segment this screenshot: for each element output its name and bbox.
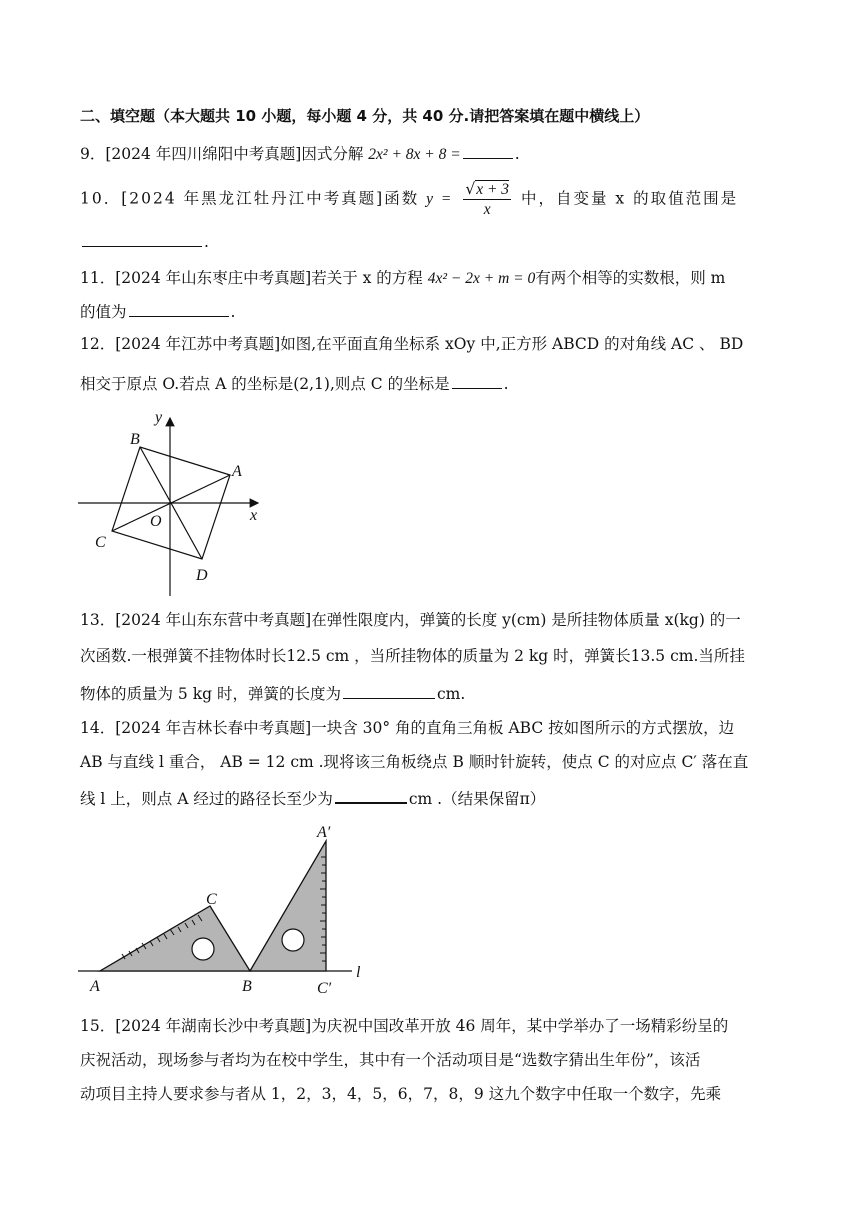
label-x: x <box>250 507 258 524</box>
question-14-line3 <box>80 786 545 809</box>
q13-line3a: 物体的质量为 5 kg 时，弹簧的长度为 <box>80 685 341 703</box>
q14-line3a: 线 l 上，则点 A 经过的路径长至少为 <box>80 790 333 808</box>
q11-text3: 的值为 <box>80 303 127 321</box>
answer-blank-14[interactable] <box>335 786 407 804</box>
q9-number: 9． <box>80 145 106 163</box>
q11-text2: 有两个相等的实数根，则 m <box>535 269 726 287</box>
q14-line2: AB 与直线 l 重合， AB = 12 cm .现将该三角板绕点 B 顺时针旋转，使点 C 的对应点 C′ 落在直 <box>80 753 749 771</box>
q9-source: [2024 年四川绵阳中考真题] <box>105 145 302 163</box>
q14-number: 14． <box>80 719 116 737</box>
question-10 <box>80 180 738 219</box>
q15-source: [2024 年湖南长沙中考真题] <box>115 1017 312 1035</box>
q12-number: 12． <box>80 335 116 353</box>
label-a-prime: A′ <box>317 824 331 841</box>
q12-coord: (2,1) <box>293 375 330 393</box>
question-9: 9．[2024 年四川绵阳中考真题]因式分解 2x² + 8x + 8 = . <box>80 142 520 165</box>
q9-expression: 2x² + 8x + 8 = <box>368 146 461 163</box>
label-l: l <box>356 964 361 981</box>
q11-text1: 若关于 x 的方程 <box>311 269 423 287</box>
answer-blank-11[interactable] <box>129 300 229 317</box>
question-15 <box>80 1016 728 1036</box>
q14-line3b: cm .（结果保留π） <box>408 790 546 808</box>
triangle-abc <box>100 906 250 971</box>
q13-number: 13． <box>80 611 116 629</box>
answer-blank-13[interactable] <box>343 682 435 699</box>
q13-line1: 在弹性限度内，弹簧的长度 y(cm) 是所挂物体质量 x(kg) 的一 <box>311 611 741 629</box>
q9-text: 因式分解 <box>301 145 364 163</box>
question-12 <box>80 334 743 354</box>
answer-blank-9[interactable] <box>463 142 513 159</box>
q10-after: 中，自变量 x 的取值范围是 <box>520 189 739 208</box>
label-o: O <box>150 513 162 530</box>
question-15-line3 <box>80 1084 721 1104</box>
label-c: C <box>95 534 106 551</box>
figure-coordinate-square <box>70 400 290 605</box>
q10-numerator: √x + 3 <box>465 180 510 198</box>
label-a: A <box>232 463 242 480</box>
question-14 <box>80 718 734 738</box>
q12-text3: ,则点 C 的坐标是 <box>329 375 450 393</box>
q10-fraction <box>463 180 511 219</box>
figure-triangle-rotation <box>70 815 380 1000</box>
question-13-line2 <box>80 646 745 666</box>
label-b: B <box>242 978 252 995</box>
q10-source: [2024 年黑龙江牡丹江中考真题] <box>121 189 385 208</box>
q12-text1: 如图,在平面直角坐标系 xOy 中,正方形 ABCD 的对角线 AC 、 BD <box>280 335 744 353</box>
q15-line2: 庆祝活动，现场参与者均为在校中学生，其中有一个活动项目是“选数字猜出生年份”，该活 <box>80 1051 701 1069</box>
triangle-hole-1 <box>192 938 214 960</box>
question-11-line2: 的值为 . <box>80 300 235 322</box>
question-12-line2: 相交于原点 O.若点 A 的坐标是(2,1),则点 C 的坐标是 . <box>80 372 509 394</box>
q13-line2: 次函数.一根弹簧不挂物体时长12.5 cm ，当所挂物体的质量为 2 kg 时，弹簧长13.5 cm.当所挂 <box>80 647 745 665</box>
question-11 <box>80 268 725 289</box>
q10-lhs: y = <box>426 190 454 208</box>
q12-text2: 相交于原点 O.若点 A 的坐标是 <box>80 375 294 393</box>
label-c: C <box>206 891 217 908</box>
triangle-hole-2 <box>282 929 304 951</box>
answer-blank-10[interactable] <box>82 230 202 247</box>
q10-text: 函数 <box>384 189 420 208</box>
q13-line3b: cm. <box>436 685 466 703</box>
q13-source: [2024 年山东东营中考真题] <box>115 611 312 629</box>
label-c-prime: C′ <box>317 980 332 997</box>
label-y: y <box>155 409 163 426</box>
q10-number: 10． <box>80 189 122 208</box>
q11-number: 11． <box>80 269 116 287</box>
q15-line3: 动项目主持人要求参与者从 1，2，3，4，5，6，7，8，9 这九个数字中任取一个数字，先乘 <box>80 1085 722 1103</box>
q14-source: [2024 年吉林长春中考真题] <box>115 719 312 737</box>
section-header: 二、填空题（本大题共 10 小题，每小题 4 分，共 40 分.请把答案填在题中横线上） <box>80 107 650 125</box>
q10-denominator: x <box>483 201 491 218</box>
q14-line1: 一块含 30° 角的直角三角板 ABC 按如图所示的方式摆放，边 <box>311 719 735 737</box>
label-d: D <box>196 567 208 584</box>
q11-source: [2024 年山东枣庄中考真题] <box>115 269 312 287</box>
question-15-line2 <box>80 1050 700 1070</box>
q15-line1: 为庆祝中国改革开放 46 周年，某中学举办了一场精彩纷呈的 <box>311 1017 729 1035</box>
question-14-line2 <box>80 752 748 772</box>
triangle-a2bc2 <box>250 841 326 971</box>
question-13-line3 <box>80 682 465 704</box>
q15-number: 15． <box>80 1017 116 1035</box>
answer-blank-12[interactable] <box>452 372 502 389</box>
q12-source: [2024 年江苏中考真题] <box>115 335 281 353</box>
label-a: A <box>90 978 100 995</box>
question-10-answer-line: . <box>80 230 209 252</box>
label-b: B <box>130 431 140 448</box>
q11-expression: 4x² − 2x + m = 0 <box>427 270 536 287</box>
question-13 <box>80 610 741 630</box>
